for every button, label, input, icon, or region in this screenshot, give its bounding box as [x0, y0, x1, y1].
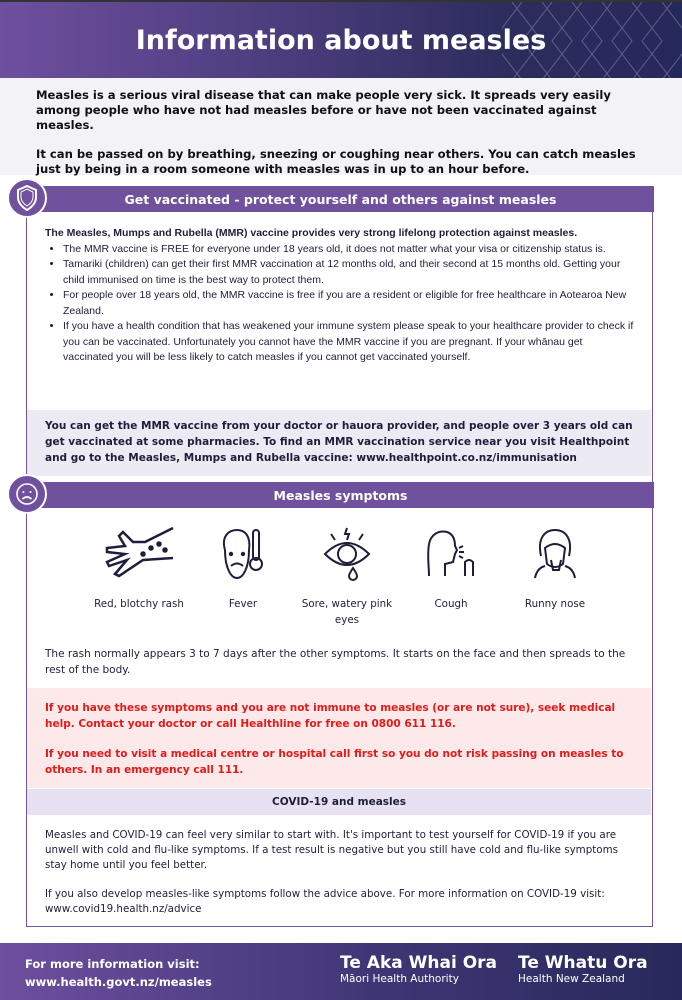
shield-icon [7, 178, 47, 218]
info-box [26, 186, 653, 927]
intro [0, 78, 682, 175]
symptom-cough [399, 526, 503, 628]
logo-subtitle: Health New Zealand [518, 973, 625, 985]
warning-text: If you need to visit a medical centre or hospital call first so you do not risk passing on measles to others. In an emergency call 111. [45, 748, 624, 776]
te-aka-whai-ora-logo [340, 953, 497, 986]
te-whatu-ora-logo [518, 953, 648, 986]
symptom-icons [87, 526, 607, 628]
where-to-vaccinate: You can get the MMR vaccine from your doctor or hauora provider, and people over 3 years old can get vaccinated at some pharmacies. To find an MMR vaccination service near you visit Healthpoint and go to the Measles, Mumps and Rubella vaccine: www.healthpoint.co.nz/immunisation [27, 410, 651, 476]
footer [0, 943, 682, 1000]
vaccinated-heading: Get vaccinated - protect yourself and others against measles [27, 186, 654, 212]
symptom-label: Cough [434, 598, 468, 610]
rash-note: The rash normally appears 3 to 7 days after the other symptoms. It starts on the face and then spreads to the rest of the body. [45, 648, 626, 676]
cough-icon [423, 526, 479, 582]
symptom-label: Fever [228, 598, 258, 610]
warning-text: If you have these symptoms and you are not immune to measles (or are not sure), seek medical help. Contact your doctor or call Healthline for free on 0800 611 116. [45, 702, 616, 730]
list-item: • Tamariki (children) can get their first MMR vaccination at 12 months old, and their second at 15 months old. Getting your child immunised on time is the best way to protect them. [63, 257, 635, 288]
runny-nose-icon [527, 526, 583, 582]
watery-eye-icon [319, 526, 375, 582]
footer-info-label: For more information visit: [25, 957, 200, 971]
symptom-eyes [295, 526, 399, 628]
covid-info [45, 828, 640, 917]
fever-icon [215, 526, 271, 582]
symptoms-heading: Measles symptoms [27, 482, 654, 508]
covid-paragraph: If you also develop measles-like symptoms follow the advice above. For more information on COVID-19 visit: www.covid19.health.nz/advice [45, 888, 605, 915]
sick-face-icon [7, 474, 47, 514]
logo-subtitle: Māori Health Authority [340, 973, 459, 985]
list-item: • The MMR vaccine is FREE for everyone under 18 years old, it does not matter what your visa or citizenship status is. [63, 242, 635, 258]
symptom-label: Runny nose [524, 598, 586, 610]
page-title: Information about measles [135, 24, 547, 56]
symptom-label: Sore, watery pink eyes [301, 598, 393, 626]
list-item: • If you have a health condition that has weakened your immune system please speak to your healthcare provider to check if you can be vaccinated. Unfortunately you cannot have the MMR vaccine if you are pregnant. If your whānau get vaccinated you will be less likely to catch measles if you cannot get vaccinated yourself. [63, 319, 635, 366]
rash-hand-icon [103, 526, 175, 582]
covid-heading: COVID-19 and measles [27, 789, 651, 815]
vaccine-info [45, 226, 635, 366]
pattern-decoration [502, 2, 682, 80]
covid-paragraph: Measles and COVID-19 can feel very similar to start with. It's important to test yourself for COVID-19 if you are unwell with cold and flu-like symptoms. If a test result is negative but you still have cold and flu-like symptoms stay home until you feel better. [45, 829, 618, 871]
list-item: • For people over 18 years old, the MMR vaccine is free if you are a resident or eligible for free healthcare in Aotearoa New Zealand. [63, 288, 635, 319]
symptom-nose [503, 526, 607, 628]
symptom-rash [87, 526, 191, 628]
warning-box [27, 688, 651, 788]
symptom-label: Red, blotchy rash [94, 598, 184, 610]
footer-link[interactable]: www.health.govt.nz/measles [25, 975, 212, 989]
symptom-fever [191, 526, 295, 628]
vaccine-lead: The Measles, Mumps and Rubella (MMR) vaccine provides very strong lifelong protection against measles. [45, 227, 578, 239]
intro-paragraph: Measles is a serious viral disease that can make people very sick. It spreads very easily among people who have not had measles before or have not been vaccinated against measles. [36, 88, 611, 132]
logo-name: Te Whatu Ora [518, 953, 648, 973]
page-header [0, 0, 682, 78]
intro-paragraph: It can be passed on by breathing, sneezing or coughing near others. You can catch measles just by being in a room someone with measles was in up to an hour before. [36, 147, 636, 176]
logo-name: Te Aka Whai Ora [340, 953, 498, 973]
